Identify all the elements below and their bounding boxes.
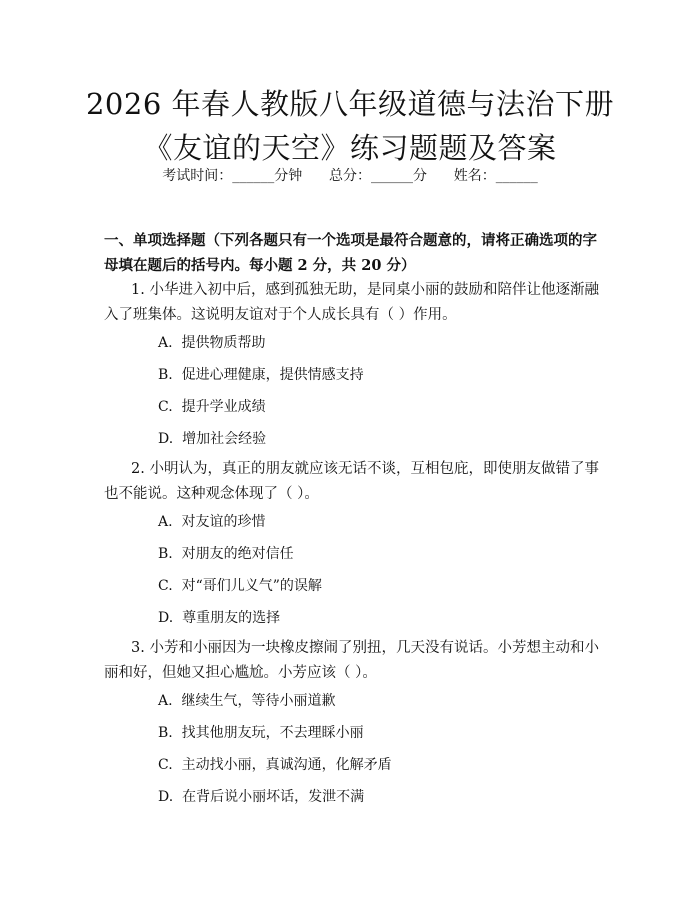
question-3-option-b: B. 找其他朋友玩，不去理睬小丽 bbox=[158, 725, 364, 741]
question-3-option-a: A. 继续生气，等待小丽道歉 bbox=[158, 693, 336, 709]
document-title: 2026 年春人教版八年级道德与法治下册《友谊的天空》练习题题及答案 bbox=[85, 87, 615, 165]
question-1-option-d: D. 增加社会经验 bbox=[158, 431, 267, 447]
question-1-option-a: A. 提供物质帮助 bbox=[158, 335, 266, 351]
question-1-option-c: C. 提升学业成绩 bbox=[158, 399, 266, 415]
question-3-stem: 3. 小芳和小丽因为一块橡皮擦闹了别扭，几天没有说话。小芳想主动和小丽和好，但她又担心尴尬。小芳应该（ ）。 bbox=[104, 640, 599, 681]
question-2-option-a: A. 对友谊的珍惜 bbox=[158, 514, 266, 530]
question-2-option-c: C. 对“哥们儿义气”的误解 bbox=[158, 578, 322, 594]
question-1-option-b: B. 促进心理健康，提供情感支持 bbox=[158, 367, 364, 383]
question-3-option-c: C. 主动找小丽，真诚沟通，化解矛盾 bbox=[158, 757, 392, 773]
question-1-stem: 1. 小华进入初中后，感到孤独无助，是同桌小丽的鼓励和陪伴让他逐渐融入了班集体。这说明友谊对于个人成长具有（ ）作用。 bbox=[104, 282, 599, 323]
question-2-stem: 2. 小明认为，真正的朋友就应该无话不谈，互相包庇，即使朋友做错了事也不能说。这种观念体现了（ ）。 bbox=[104, 461, 599, 502]
question-2-option-d: D. 尊重朋友的选择 bbox=[158, 610, 281, 626]
question-2-option-b: B. 对朋友的绝对信任 bbox=[158, 546, 294, 562]
question-3-option-d: D. 在背后说小丽坏话，发泄不满 bbox=[158, 789, 365, 805]
section-heading-single-choice: 一、单项选择题（下列各题只有一个选项是最符合题意的，请将正确选项的字母填在题后的括号内。每小题 2 分，共 20 分） bbox=[104, 232, 597, 274]
exam-info-line: 考试时间：______分钟 总分：______分 姓名：______ bbox=[162, 168, 538, 184]
